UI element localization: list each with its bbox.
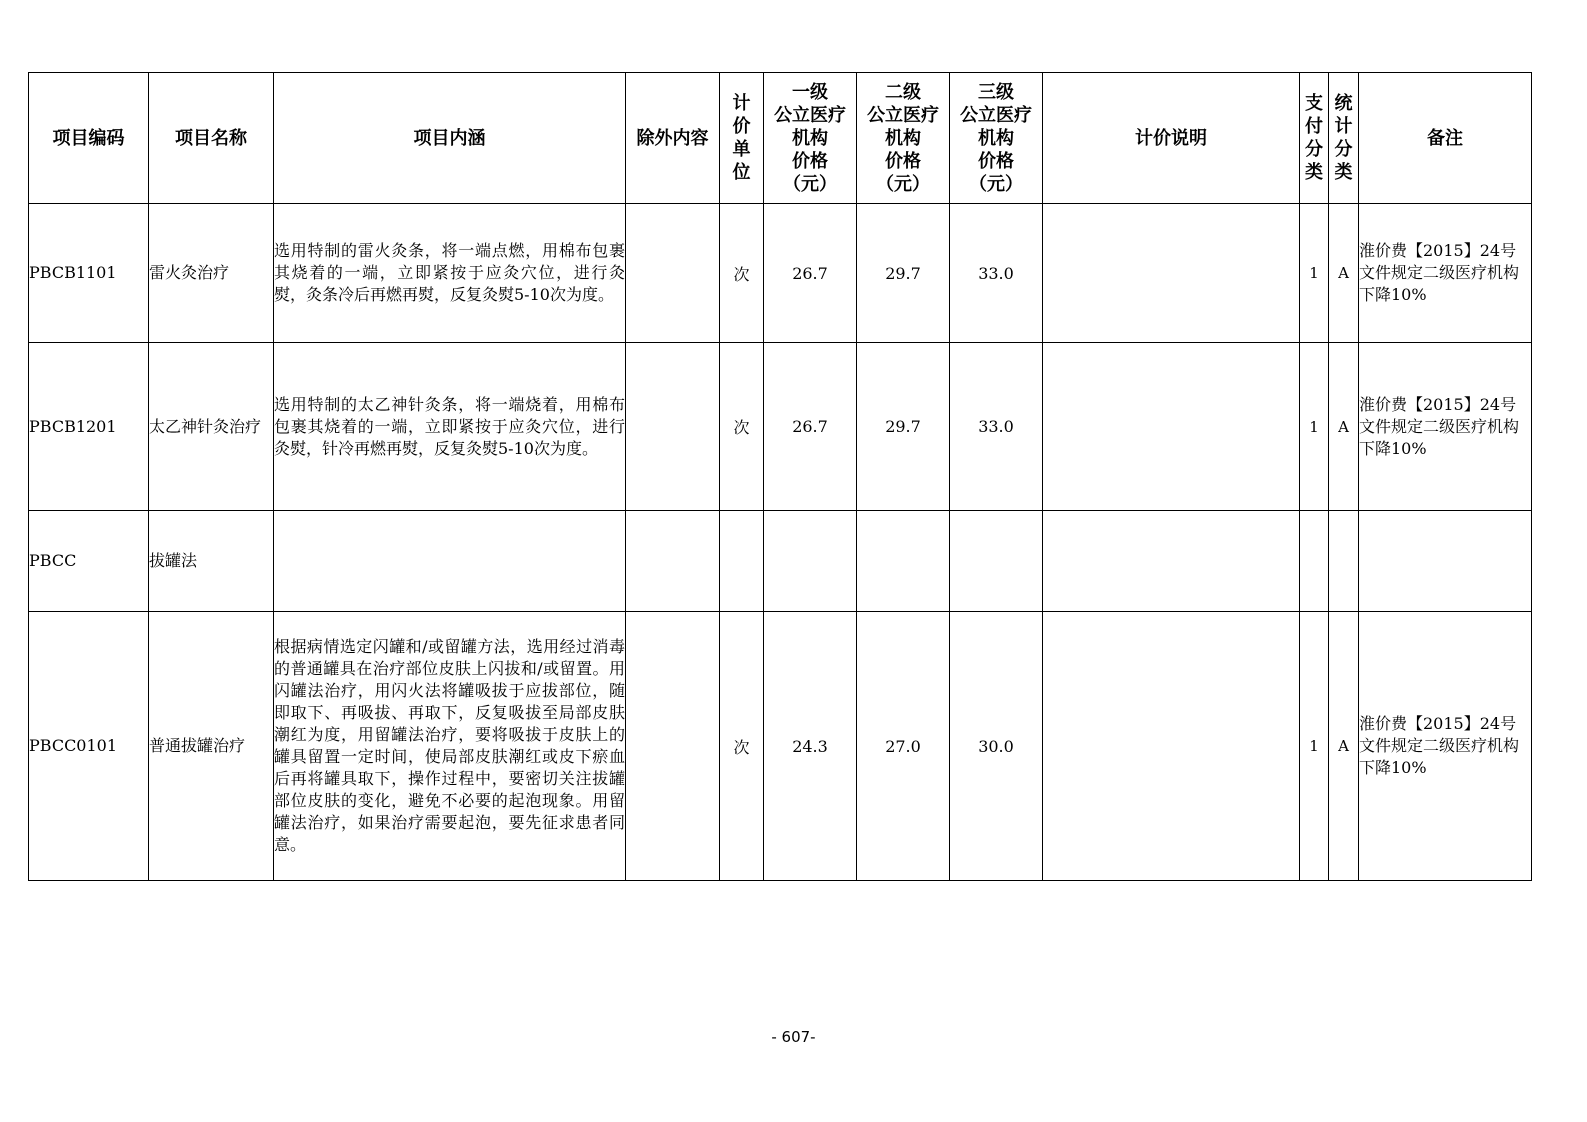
cell-price3: 33.0 [950, 343, 1043, 511]
cell-unit [720, 511, 764, 612]
cell-exclusion [626, 612, 720, 881]
cell-price2: 29.7 [857, 343, 950, 511]
cell-price3: 30.0 [950, 612, 1043, 881]
cell-remark: 淮价费【2015】24号文件规定二级医疗机构下降10% [1359, 612, 1532, 881]
table-row [29, 612, 1532, 881]
header-unit: 计价单位 [720, 73, 764, 204]
cell-price1: 24.3 [764, 612, 857, 881]
cell-content: 选用特制的雷火灸条，将一端点燃，用棉布包裹其烧着的一端，立即紧按于应灸穴位，进行灸熨，灸条冷后再燃再熨，反复灸熨5-10次为度。 [274, 204, 626, 343]
cell-code: PBCB1101 [29, 204, 149, 343]
cell-content: 根据病情选定闪罐和/或留罐方法，选用经过消毒的普通罐具在治疗部位皮肤上闪拔和/或留置。用闪罐法治疗，用闪火法将罐吸拔于应拔部位，随即取下、再吸拔、再取下，反复吸拔至局部皮肤潮红为度，用留罐法治疗，要将吸拔于皮肤上的罐具留置一定时间，使局部皮肤潮红或皮下瘀血后再将罐具取下，操作过程中，要密切关注拔罐部位皮肤的变化，避免不必要的起泡现象。用留罐法治疗，如果治疗需要起泡，要先征求患者同意。 [274, 612, 626, 881]
cell-name: 太乙神针灸治疗 [149, 343, 274, 511]
table-row [29, 343, 1532, 511]
cell-unit: 次 [720, 343, 764, 511]
cell-price3 [950, 511, 1043, 612]
cell-remark: 淮价费【2015】24号文件规定二级医疗机构下降10% [1359, 204, 1532, 343]
cell-pricing-note [1043, 511, 1300, 612]
cell-content: 选用特制的太乙神针灸条，将一端烧着，用棉布包裹其烧着的一端，立即紧按于应灸穴位，进行灸熨，针冷再燃再熨，反复灸熨5-10次为度。 [274, 343, 626, 511]
cell-name: 雷火灸治疗 [149, 204, 274, 343]
cell-stat: A [1329, 204, 1359, 343]
header-remark: 备注 [1359, 73, 1532, 204]
cell-pricing-note [1043, 343, 1300, 511]
cell-payment [1300, 511, 1329, 612]
header-row [29, 73, 1532, 204]
cell-code: PBCB1201 [29, 343, 149, 511]
cell-price1: 26.7 [764, 204, 857, 343]
cell-name: 拔罐法 [149, 511, 274, 612]
cell-stat: A [1329, 612, 1359, 881]
cell-exclusion [626, 343, 720, 511]
cell-unit: 次 [720, 204, 764, 343]
cell-price2 [857, 511, 950, 612]
cell-code: PBCC [29, 511, 149, 612]
cell-payment: 1 [1300, 204, 1329, 343]
header-price1: 一级 公立医疗 机构 价格 （元） [764, 73, 857, 204]
cell-stat: A [1329, 343, 1359, 511]
header-payment: 支付分类 [1300, 73, 1329, 204]
cell-price1 [764, 511, 857, 612]
cell-exclusion [626, 204, 720, 343]
cell-name: 普通拔罐治疗 [149, 612, 274, 881]
cell-pricing-note [1043, 204, 1300, 343]
cell-payment: 1 [1300, 343, 1329, 511]
price-table [28, 72, 1532, 881]
page-number: - 607- [771, 1028, 816, 1046]
cell-price2: 29.7 [857, 204, 950, 343]
header-stat: 统计分类 [1329, 73, 1359, 204]
header-content: 项目内涵 [274, 73, 626, 204]
cell-remark: 淮价费【2015】24号文件规定二级医疗机构下降10% [1359, 343, 1532, 511]
table-row [29, 511, 1532, 612]
cell-remark [1359, 511, 1532, 612]
cell-code: PBCC0101 [29, 612, 149, 881]
header-pricing-note: 计价说明 [1043, 73, 1300, 204]
cell-exclusion [626, 511, 720, 612]
table-row [29, 204, 1532, 343]
cell-payment: 1 [1300, 612, 1329, 881]
header-name: 项目名称 [149, 73, 274, 204]
header-code: 项目编码 [29, 73, 149, 204]
cell-content [274, 511, 626, 612]
cell-unit: 次 [720, 612, 764, 881]
header-price3: 三级 公立医疗 机构 价格 （元） [950, 73, 1043, 204]
cell-stat [1329, 511, 1359, 612]
cell-price3: 33.0 [950, 204, 1043, 343]
cell-price2: 27.0 [857, 612, 950, 881]
cell-price1: 26.7 [764, 343, 857, 511]
header-exclusion: 除外内容 [626, 73, 720, 204]
cell-pricing-note [1043, 612, 1300, 881]
header-price2: 二级 公立医疗 机构 价格 （元） [857, 73, 950, 204]
